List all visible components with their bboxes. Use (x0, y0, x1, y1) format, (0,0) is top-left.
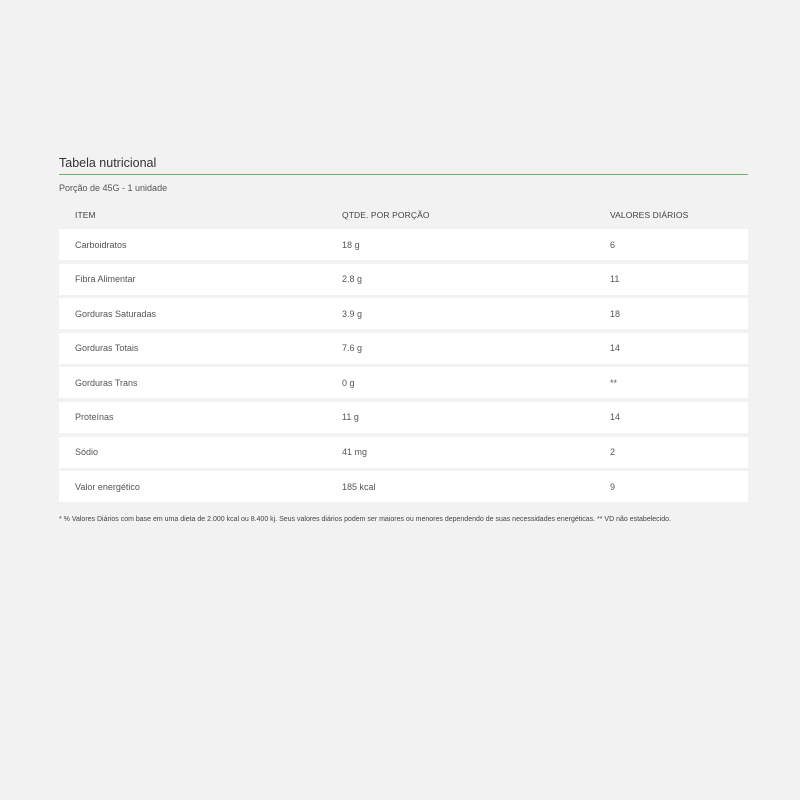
cell-item: Carboidratos (75, 239, 127, 250)
cell-dv: 11 (610, 274, 620, 285)
nutrition-panel (59, 154, 748, 506)
cell-item: Gorduras Totais (75, 343, 139, 354)
column-header-item: ITEM (75, 210, 96, 220)
cell-dv: 14 (610, 343, 621, 354)
cell-qty: 3.9 g (342, 308, 363, 319)
portion-info: Porção de 45G - 1 unidade (59, 183, 168, 193)
cell-qty: 185 kcal (342, 481, 376, 492)
footnote: * % Valores Diários com base em uma dieta de 2.000 kcal ou 8.400 kj. Seus valores diários podem ser maiores ou menores dependendo de suas necessidades energéticas. ** VD não estabelecido. (59, 516, 671, 523)
cell-qty: 2.8 g (342, 274, 363, 285)
column-header-qty: QTDE. POR PORÇÃO (342, 210, 430, 220)
table-header-row (59, 201, 748, 229)
table-row (59, 471, 748, 502)
page-title: Tabela nutricional (59, 156, 157, 170)
table-row (59, 367, 748, 398)
cell-dv: 9 (610, 481, 616, 492)
column-header-dv: VALORES DIÁRIOS (610, 210, 689, 220)
table-row (59, 229, 748, 260)
cell-qty: 11 g (342, 412, 359, 423)
table-row (59, 437, 748, 468)
table-row (59, 333, 748, 364)
cell-item: Sódio (75, 447, 99, 458)
title-divider (59, 174, 748, 175)
cell-item: Gorduras Saturadas (75, 308, 157, 319)
table-row (59, 264, 748, 295)
cell-qty: 7.6 g (342, 343, 363, 354)
cell-dv: ** (610, 377, 618, 388)
cell-dv: 6 (610, 239, 616, 250)
cell-item: Gorduras Trans (75, 377, 138, 388)
nutrition-table (59, 201, 748, 502)
cell-item: Fibra Alimentar (75, 274, 136, 285)
cell-qty: 41 mg (342, 447, 368, 458)
cell-dv: 18 (610, 308, 621, 319)
cell-qty: 0 g (342, 377, 355, 388)
table-row (59, 298, 748, 329)
cell-qty: 18 g (342, 239, 360, 250)
cell-dv: 14 (610, 412, 621, 423)
cell-item: Proteínas (75, 412, 114, 423)
table-row (59, 402, 748, 433)
cell-dv: 2 (610, 447, 616, 458)
cell-item: Valor energético (75, 481, 140, 492)
